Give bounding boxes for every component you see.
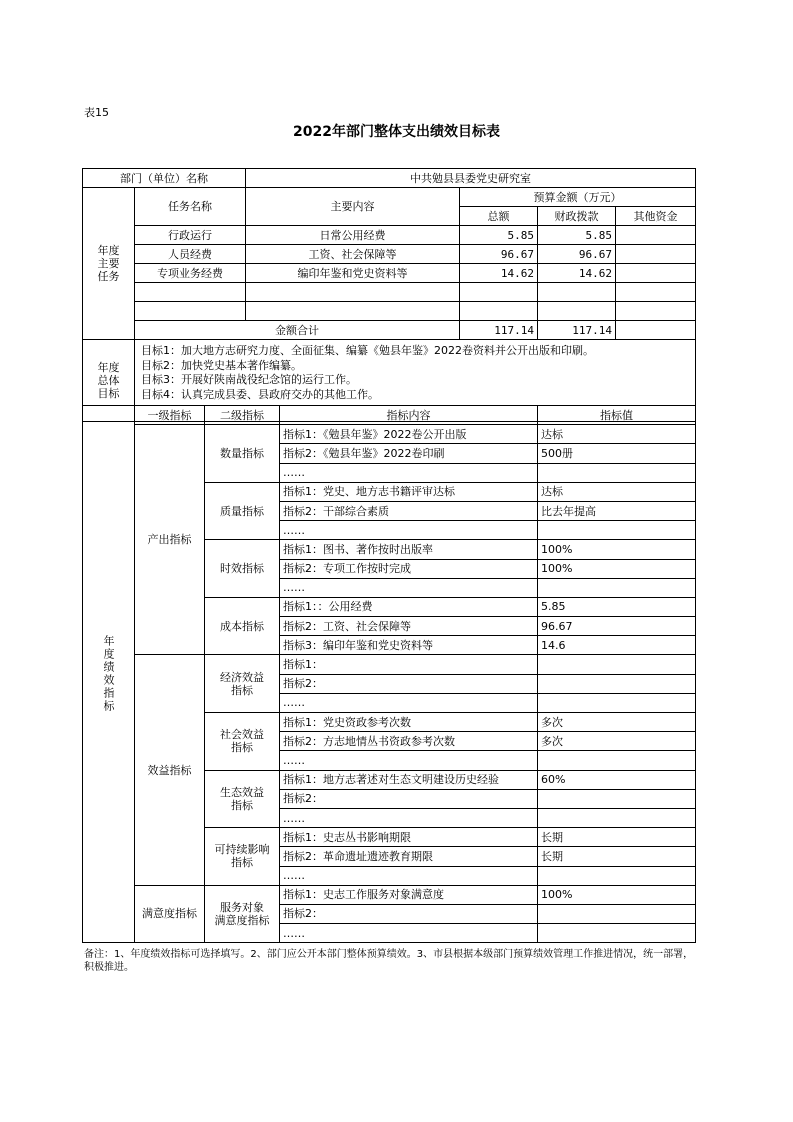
indicator-content: …… [280, 751, 538, 770]
l2-header: 二级指标 [205, 406, 280, 425]
indicator-content: 指标1：《勉县年鉴》2022卷公开出版 [280, 425, 538, 444]
indicator-value [538, 578, 696, 597]
task-content: 日常公用经费 [246, 226, 460, 245]
indicator-content: …… [280, 463, 538, 482]
main-content-header: 主要内容 [246, 188, 460, 226]
goal-line: 目标2：加快党史基本著作编纂。 [141, 358, 302, 372]
table-number-label: 表15 [84, 106, 109, 119]
l1-indicator: 满意度指标 [135, 885, 205, 943]
indicator-value [538, 655, 696, 674]
indicator-content: …… [280, 924, 538, 943]
l1-header: 一级指标 [135, 406, 205, 425]
dept-label: 部门（单位）名称 [83, 169, 246, 188]
dept-name: 中共勉县县委党史研究室 [246, 169, 696, 188]
indicator-value: 长期 [538, 847, 696, 866]
task-name: 专项业务经费 [135, 264, 246, 283]
indicator-row [83, 655, 696, 674]
task-other [616, 302, 696, 321]
indicator-value: 100% [538, 559, 696, 578]
page-title: 2022年部门整体支出绩效目标表 [293, 124, 500, 140]
indicators-table [82, 405, 696, 943]
task-content [246, 283, 460, 302]
indicator-value: 14.6 [538, 636, 696, 655]
sum-label: 金额合计 [135, 321, 460, 340]
indicator-value: 5.85 [538, 597, 696, 616]
l2-indicator: 成本指标 [205, 597, 280, 655]
indicator-value [538, 463, 696, 482]
l2-indicator: 经济效益 指标 [205, 655, 280, 713]
goal-line: 目标1：加大地方志研究力度、全面征集、编纂《勉县年鉴》2022卷资料并公开出版和印刷。 [141, 344, 594, 357]
indicator-value: 达标 [538, 482, 696, 501]
task-total: 96.67 [460, 245, 538, 264]
indicator-value [538, 521, 696, 540]
sum-total: 117.14 [460, 321, 538, 340]
sum-other [616, 321, 696, 340]
indicator-value: 长期 [538, 828, 696, 847]
indicators-section-label: 年度绩效指标 [83, 406, 135, 943]
task-total [460, 302, 538, 321]
indicator-content: 指标2： [280, 674, 538, 693]
task-other [616, 226, 696, 245]
l1-indicator: 产出指标 [135, 425, 205, 655]
task-content: 编印年鉴和党史资料等 [246, 264, 460, 283]
l2-indicator: 服务对象 满意度指标 [205, 885, 280, 943]
task-fiscal [538, 283, 616, 302]
indicator-value [538, 751, 696, 770]
indicator-value: 比去年提高 [538, 501, 696, 520]
indicator-content: 指标1：地方志著述对生态文明建设历史经验 [280, 770, 538, 789]
indicator-content: …… [280, 521, 538, 540]
value-header: 指标值 [538, 406, 696, 425]
content-header: 指标内容 [280, 406, 538, 425]
task-fiscal: 5.85 [538, 226, 616, 245]
task-name-header: 任务名称 [135, 188, 246, 226]
task-fiscal [538, 302, 616, 321]
task-other [616, 245, 696, 264]
indicator-content: 指标2：干部综合素质 [280, 501, 538, 520]
indicator-content: 指标2：方志地情丛书资政参考次数 [280, 732, 538, 751]
task-name: 行政运行 [135, 226, 246, 245]
indicator-value [538, 904, 696, 923]
indicator-content: …… [280, 693, 538, 712]
indicator-value [538, 789, 696, 808]
task-total: 5.85 [460, 226, 538, 245]
indicator-value: 100% [538, 885, 696, 904]
sum-fiscal: 117.14 [538, 321, 616, 340]
indicator-content: …… [280, 866, 538, 885]
task-row [83, 302, 696, 321]
task-content: 工资、社会保障等 [246, 245, 460, 264]
l2-indicator: 生态效益 指标 [205, 770, 280, 828]
sum-row [83, 321, 696, 340]
indicator-content: 指标3：编印年鉴和党史资料等 [280, 636, 538, 655]
fiscal-header: 财政拨款 [538, 207, 616, 226]
task-fiscal: 96.67 [538, 245, 616, 264]
indicator-content: …… [280, 808, 538, 827]
l2-indicator: 时效指标 [205, 540, 280, 598]
indicator-content: 指标1： [280, 655, 538, 674]
indicator-content: 指标2：工资、社会保障等 [280, 617, 538, 636]
tasks-table [82, 168, 696, 422]
indicator-content: 指标2：专项工作按时完成 [280, 559, 538, 578]
indicator-value [538, 808, 696, 827]
goal-line: 目标4：认真完成县委、县政府交办的其他工作。 [141, 387, 379, 401]
task-row [83, 264, 696, 283]
budget-header: 预算金额（万元） [460, 188, 696, 207]
l2-indicator: 质量指标 [205, 482, 280, 540]
task-name [135, 302, 246, 321]
footnote: 备注：1、年度绩效指标可选择填写。2、部门应公开本部门整体预算绩效。3、市县根据本级部门预算绩效管理工作推进情况，统一部署，积极推进。 [84, 949, 694, 973]
indicator-value: 96.67 [538, 617, 696, 636]
task-fiscal: 14.62 [538, 264, 616, 283]
indicator-value: 多次 [538, 713, 696, 732]
indicator-content: 指标1：史志工作服务对象满意度 [280, 885, 538, 904]
indicator-content: 指标1：：公用经费 [280, 597, 538, 616]
other-funds-header: 其他资金 [616, 207, 696, 226]
annual-goals-label: 年度 总体 目标 [83, 340, 135, 422]
task-other [616, 264, 696, 283]
task-name [135, 283, 246, 302]
indicator-content: 指标2： [280, 789, 538, 808]
goal-line: 目标3：开展好陕南战役纪念馆的运行工作。 [141, 373, 357, 386]
l2-indicator: 社会效益 指标 [205, 713, 280, 771]
indicator-row [83, 885, 696, 904]
indicator-value: 达标 [538, 425, 696, 444]
indicator-row [83, 425, 696, 444]
indicator-content: 指标1：党史、地方志书籍评审达标 [280, 482, 538, 501]
task-row [83, 226, 696, 245]
indicator-content: 指标1：党史资政参考次数 [280, 713, 538, 732]
task-row [83, 283, 696, 302]
total-header: 总额 [460, 207, 538, 226]
task-content [246, 302, 460, 321]
indicator-value [538, 866, 696, 885]
indicator-content: 指标1：史志丛书影响期限 [280, 828, 538, 847]
l2-indicator: 数量指标 [205, 425, 280, 483]
task-other [616, 283, 696, 302]
annual-tasks-label: 年度 主要 任务 [83, 188, 135, 340]
indicator-value: 100% [538, 540, 696, 559]
indicator-content: 指标2：《勉县年鉴》2022卷印刷 [280, 444, 538, 463]
indicator-value [538, 674, 696, 693]
indicator-content: …… [280, 578, 538, 597]
indicator-content: 指标1：图书、著作按时出版率 [280, 540, 538, 559]
task-name: 人员经费 [135, 245, 246, 264]
task-total [460, 283, 538, 302]
indicator-content: 指标2：革命遗址遗迹教育期限 [280, 847, 538, 866]
l1-indicator: 效益指标 [135, 655, 205, 885]
indicator-value: 60% [538, 770, 696, 789]
task-total: 14.62 [460, 264, 538, 283]
indicator-value: 多次 [538, 732, 696, 751]
task-row [83, 245, 696, 264]
l2-indicator: 可持续影响 指标 [205, 828, 280, 886]
indicator-value [538, 693, 696, 712]
indicator-value [538, 924, 696, 943]
indicator-value: 500册 [538, 444, 696, 463]
indicator-content: 指标2： [280, 904, 538, 923]
